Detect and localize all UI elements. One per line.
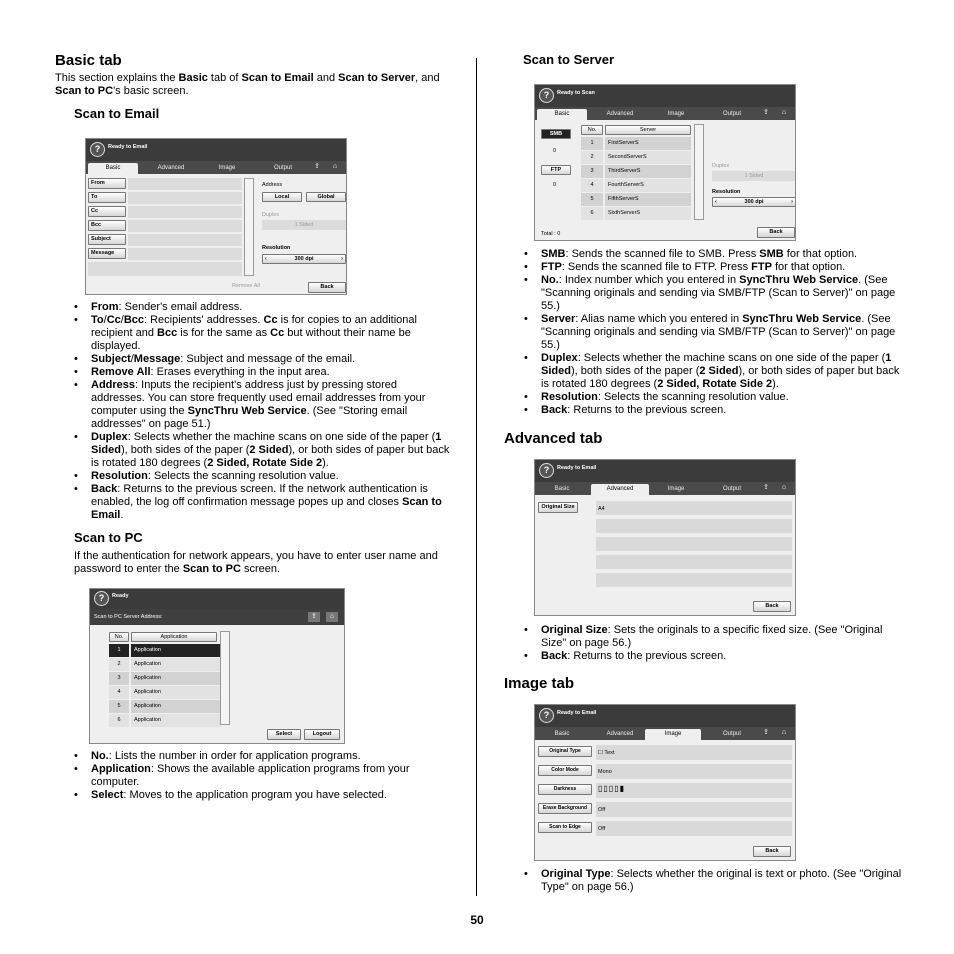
bullet-item bbox=[73, 483, 453, 522]
scan-to-pc-intro bbox=[74, 550, 454, 576]
text-run: is for the same as bbox=[177, 327, 271, 339]
original-size-value: A4 bbox=[598, 506, 605, 512]
tab-advanced[interactable]: Advanced bbox=[157, 165, 185, 171]
total-label: Total : 0 bbox=[541, 231, 561, 237]
image-setting-value: ☐ Text bbox=[598, 750, 615, 756]
image-setting-button[interactable]: Erase Background bbox=[538, 803, 592, 814]
field-message-button[interactable]: Message bbox=[88, 248, 126, 259]
duplex-label: Duplex bbox=[712, 163, 730, 169]
list-item[interactable]: SecondServerS bbox=[605, 151, 691, 164]
help-icon[interactable]: ? bbox=[90, 142, 105, 157]
tab-basic[interactable]: Basic bbox=[537, 109, 587, 120]
tab-bar bbox=[535, 107, 795, 120]
scan-to-email-screen bbox=[85, 138, 347, 295]
text-run: : Recipients' addresses. bbox=[144, 314, 264, 326]
image-screen bbox=[534, 704, 796, 861]
list-item[interactable]: FourthServerS bbox=[605, 179, 691, 192]
tab-image[interactable]: Image bbox=[667, 486, 685, 492]
help-icon[interactable]: ? bbox=[94, 591, 109, 606]
bullet-item bbox=[523, 261, 904, 274]
row-number: 4 bbox=[109, 686, 129, 699]
empty-row bbox=[596, 519, 792, 533]
field-bcc-input[interactable] bbox=[128, 220, 242, 232]
bold-term: 1 Sided bbox=[91, 431, 442, 456]
list-item[interactable]: Application bbox=[131, 686, 221, 699]
bold-term: No. bbox=[541, 274, 559, 286]
text-run: for that option. bbox=[771, 261, 846, 273]
bold-term: Cc bbox=[106, 314, 121, 326]
scrollbar[interactable] bbox=[694, 124, 704, 220]
text-run: , and bbox=[415, 72, 440, 84]
screen-body bbox=[535, 120, 795, 240]
scrollbar[interactable] bbox=[220, 631, 230, 725]
image-tab-bullets bbox=[523, 868, 904, 894]
image-setting-value: Mono bbox=[598, 769, 612, 775]
field-to-input[interactable] bbox=[128, 192, 242, 204]
advanced-tab-heading: Advanced tab bbox=[504, 430, 603, 447]
bold-term: Bcc bbox=[157, 327, 178, 339]
field-subject-input[interactable] bbox=[128, 234, 242, 246]
home-icon[interactable]: ⌂ bbox=[781, 484, 787, 491]
resolution-value: 300 dpi bbox=[744, 199, 764, 205]
bullet-item bbox=[523, 650, 904, 663]
tab-bar bbox=[535, 482, 795, 495]
screen-title: Ready to Email bbox=[557, 710, 597, 716]
duplex-label: Duplex bbox=[262, 212, 280, 218]
bullet-item bbox=[523, 313, 904, 352]
text-run: 's basic screen. bbox=[113, 85, 189, 97]
bold-term: SMB bbox=[759, 248, 784, 260]
row-number: 6 bbox=[109, 714, 129, 727]
help-icon[interactable]: ? bbox=[539, 708, 554, 723]
screen-header bbox=[535, 85, 795, 107]
text-run: ), both sides of the paper ( bbox=[570, 365, 700, 377]
tab-advanced[interactable]: Advanced bbox=[591, 484, 649, 495]
row-number: 6 bbox=[581, 207, 603, 220]
bold-term: Back bbox=[541, 650, 568, 662]
tab-output[interactable]: Output bbox=[722, 486, 741, 492]
text-run: : Returns to the previous screen. bbox=[567, 404, 727, 416]
col-no-header: No. bbox=[581, 125, 603, 135]
save-icon[interactable]: ⇪ bbox=[763, 484, 769, 491]
list-item[interactable]: Application bbox=[131, 672, 221, 685]
list-item[interactable]: FirstServerS bbox=[605, 137, 691, 150]
text-run: This section explains the bbox=[55, 72, 179, 84]
tab-basic[interactable]: Basic bbox=[88, 163, 138, 174]
list-item[interactable]: Application bbox=[131, 700, 221, 713]
chevron-left-icon[interactable]: ‹ bbox=[715, 199, 717, 205]
ftp-count: 0 bbox=[553, 182, 557, 188]
bold-term: Duplex bbox=[91, 431, 128, 443]
bold-term: Basic bbox=[178, 72, 208, 84]
bold-term: Subject bbox=[91, 353, 131, 365]
empty-row bbox=[596, 573, 792, 587]
tab-output[interactable]: Output bbox=[273, 165, 292, 171]
remove-all-button[interactable]: Remove All bbox=[232, 283, 260, 289]
text-run: / bbox=[103, 314, 107, 326]
text-run: ), or both sides of paper but back is rotated 180 degrees ( bbox=[91, 444, 450, 469]
bullet-item bbox=[73, 366, 453, 379]
tab-advanced[interactable]: Advanced bbox=[606, 111, 634, 117]
bold-term: 2 Sided, Rotate Side 2 bbox=[657, 378, 773, 390]
bullet-item bbox=[73, 470, 453, 483]
tab-basic[interactable]: Basic bbox=[554, 486, 570, 492]
field-cc-button[interactable]: Cc bbox=[88, 206, 126, 217]
text-run: : Sends the scanned file to FTP. Press bbox=[561, 261, 752, 273]
text-run: : Selects whether the machine scans on one side of the paper ( bbox=[577, 352, 886, 364]
field-message-input[interactable] bbox=[128, 248, 242, 260]
bullet-item bbox=[523, 274, 904, 313]
screen-header bbox=[86, 139, 346, 161]
text-run: : Subject and message of the email. bbox=[180, 353, 356, 365]
text-run: : Returns to the previous screen. bbox=[567, 650, 727, 662]
text-run: : Inputs the recipient's address just by pressing stored addresses. You can store frequently used email addresses from your computer using the bbox=[91, 379, 426, 417]
text-run: : Lists the number in order for application programs. bbox=[108, 750, 361, 762]
basic-tab-heading: Basic tab bbox=[55, 52, 122, 69]
empty-row bbox=[596, 555, 792, 569]
bold-term: Resolution bbox=[91, 470, 148, 482]
bullet-item bbox=[523, 868, 904, 894]
bold-term: From bbox=[91, 301, 119, 313]
scrollbar[interactable] bbox=[244, 178, 254, 276]
bold-term: SyncThru Web Service bbox=[739, 274, 859, 286]
image-setting-value: Off bbox=[598, 807, 606, 813]
text-run: for that option. bbox=[783, 248, 858, 260]
text-run: : Moves to the application program you have selected. bbox=[123, 789, 387, 801]
chevron-right-icon[interactable]: › bbox=[341, 256, 343, 262]
page-number: 50 bbox=[470, 913, 484, 927]
image-tab-heading: Image tab bbox=[504, 675, 575, 692]
image-setting-button[interactable]: Color Mode bbox=[538, 765, 592, 776]
bold-term: Select bbox=[91, 789, 124, 801]
row-number: 2 bbox=[109, 658, 129, 671]
screen-body bbox=[535, 495, 795, 615]
tab-output[interactable]: Output bbox=[722, 731, 741, 737]
bold-term: SyncThru Web Service bbox=[187, 405, 307, 417]
home-icon[interactable]: ⌂ bbox=[781, 109, 787, 116]
scan-to-server-bullets bbox=[523, 248, 904, 417]
empty-row bbox=[596, 537, 792, 551]
duplex-value: 1 Sided bbox=[262, 220, 346, 230]
col-server-header: Server bbox=[605, 125, 691, 135]
bold-term: SMB bbox=[541, 248, 566, 260]
field-subject-button[interactable]: Subject bbox=[88, 234, 126, 245]
save-icon[interactable]: ⇪ bbox=[314, 163, 320, 170]
screen-body bbox=[535, 740, 795, 860]
text-run: : Sender's email address. bbox=[118, 301, 243, 313]
bold-term: Message bbox=[133, 353, 181, 365]
help-icon[interactable]: ? bbox=[539, 88, 554, 103]
bullet-item bbox=[73, 301, 453, 314]
text-run: If the authentication for network appears, you have to enter user name and password to enter the bbox=[74, 550, 438, 575]
logout-button[interactable]: Logout bbox=[304, 729, 340, 740]
text-run: : Alias name which you entered in bbox=[575, 313, 743, 325]
bullet-item bbox=[73, 353, 453, 366]
bullet-item bbox=[73, 314, 453, 353]
resolution-selector[interactable] bbox=[262, 254, 346, 264]
resolution-label: Resolution bbox=[712, 189, 741, 195]
field-cc-input[interactable] bbox=[128, 206, 242, 218]
scan-to-pc-screen bbox=[89, 588, 345, 744]
text-run: is for copies to an additional recipient and bbox=[91, 314, 417, 339]
tab-image[interactable]: Image bbox=[645, 729, 701, 740]
select-button[interactable]: Select bbox=[267, 729, 301, 740]
smb-button[interactable]: SMB bbox=[541, 129, 571, 139]
text-run: : Selects whether the original is text or photo. (See "Original Type" on page 56.) bbox=[541, 868, 902, 893]
bullet-item bbox=[523, 624, 904, 650]
bold-term: SyncThru Web Service bbox=[742, 313, 862, 325]
bold-term: Duplex bbox=[541, 352, 578, 364]
text-run: ), both sides of the paper ( bbox=[120, 444, 250, 456]
screen-title: Ready to Email bbox=[108, 144, 148, 150]
scan-to-server-screen bbox=[534, 84, 796, 241]
bullet-item bbox=[73, 379, 453, 431]
row-number: 3 bbox=[109, 672, 129, 685]
resolution-value: 300 dpi bbox=[294, 256, 314, 262]
back-button[interactable]: Back bbox=[757, 227, 795, 238]
row-number: 4 bbox=[581, 179, 603, 192]
text-run: : Sends the scanned file to SMB. Press bbox=[565, 248, 760, 260]
text-run: / bbox=[120, 314, 124, 326]
darkness-level-icon: ▯▯▯▯▮ bbox=[598, 784, 626, 793]
text-run: . (See "Scanning originals and sending via SMB/FTP (Scan to Server)" on page 55.) bbox=[541, 313, 896, 351]
save-icon[interactable]: ⇪ bbox=[763, 109, 769, 116]
bold-term: FTP bbox=[541, 261, 562, 273]
address-label: Address bbox=[262, 182, 283, 188]
col-application-header: Application bbox=[131, 632, 217, 642]
image-setting-row bbox=[596, 802, 792, 817]
bold-term: Back bbox=[541, 404, 568, 416]
bold-term: Cc bbox=[263, 314, 278, 326]
scan-to-pc-bullets bbox=[73, 750, 453, 802]
scan-to-pc-heading: Scan to PC bbox=[74, 530, 143, 545]
row-number: 3 bbox=[581, 165, 603, 178]
bold-term: Bcc bbox=[123, 314, 144, 326]
col-no-header: No. bbox=[109, 632, 129, 642]
bold-term: 2 Sided, Rotate Side 2 bbox=[207, 457, 323, 469]
text-run: and bbox=[313, 72, 339, 84]
tab-advanced[interactable]: Advanced bbox=[606, 731, 634, 737]
duplex-value: 1 Sided bbox=[712, 171, 796, 181]
save-icon[interactable]: ⇪ bbox=[308, 612, 320, 622]
save-icon[interactable]: ⇪ bbox=[763, 729, 769, 736]
row-number: 5 bbox=[581, 193, 603, 206]
chevron-right-icon[interactable]: › bbox=[791, 199, 793, 205]
image-setting-button[interactable]: Scan to Edge bbox=[538, 822, 592, 833]
bold-term: Cc bbox=[270, 327, 285, 339]
bold-term: 1 Sided bbox=[541, 352, 892, 377]
basic-tab-intro bbox=[55, 72, 453, 98]
list-item[interactable]: Application bbox=[131, 644, 221, 657]
smb-count: 0 bbox=[553, 148, 557, 154]
bold-term: Back bbox=[91, 483, 118, 495]
bold-term: Original Size bbox=[541, 624, 608, 636]
image-setting-button[interactable]: Darkness bbox=[538, 784, 592, 795]
bold-term: Application bbox=[91, 763, 151, 775]
text-run: ). bbox=[772, 378, 779, 390]
text-run: . (See "Storing email addresses" on page 51.) bbox=[91, 405, 408, 430]
bold-term: 2 Sided bbox=[249, 444, 289, 456]
home-icon[interactable]: ⌂ bbox=[332, 163, 338, 170]
field-bcc-button[interactable]: Bcc bbox=[88, 220, 126, 231]
back-button[interactable]: Back bbox=[753, 601, 791, 612]
text-run: / bbox=[130, 353, 134, 365]
scan-to-email-bullets bbox=[73, 301, 453, 522]
tab-bar bbox=[86, 161, 346, 174]
text-run: : Sets the originals to a specific fixed size. (See "Original Size" on page 56.) bbox=[541, 624, 883, 649]
bold-term: Resolution bbox=[541, 391, 598, 403]
text-run: . bbox=[120, 509, 124, 521]
bullet-item bbox=[523, 248, 904, 261]
text-run: screen. bbox=[240, 563, 281, 575]
bold-term: Scan to Email bbox=[241, 72, 314, 84]
global-button[interactable]: Global bbox=[306, 192, 346, 202]
list-item[interactable]: Application bbox=[131, 714, 221, 727]
server-address-label: Scan to PC Server Address: bbox=[94, 614, 163, 620]
row-number: 1 bbox=[581, 137, 603, 150]
bold-term: Original Type bbox=[541, 868, 611, 880]
original-size-row bbox=[596, 501, 792, 515]
text-run: ), or both sides of paper but back is rotated 180 degrees ( bbox=[541, 365, 900, 390]
screen-header bbox=[535, 705, 795, 727]
text-run: : Erases everything in the input area. bbox=[150, 366, 330, 378]
home-icon[interactable]: ⌂ bbox=[781, 729, 787, 736]
bullet-item bbox=[73, 431, 453, 470]
message-area[interactable] bbox=[88, 262, 242, 276]
bold-term: To bbox=[91, 314, 104, 326]
list-item[interactable]: ThirdServerS bbox=[605, 165, 691, 178]
text-run: : Shows the available application programs from your computer. bbox=[91, 763, 410, 788]
text-run: : Selects whether the machine scans on one side of the paper ( bbox=[127, 431, 436, 443]
image-setting-row bbox=[596, 764, 792, 779]
screen-header bbox=[90, 589, 344, 609]
chevron-left-icon[interactable]: ‹ bbox=[265, 256, 267, 262]
scan-to-email-heading: Scan to Email bbox=[74, 106, 160, 121]
local-button[interactable]: Local bbox=[262, 192, 302, 202]
tab-image[interactable]: Image bbox=[218, 165, 236, 171]
back-button[interactable]: Back bbox=[753, 846, 791, 857]
text-run: ). bbox=[322, 457, 329, 469]
resolution-label: Resolution bbox=[262, 245, 291, 251]
row-number: 5 bbox=[109, 700, 129, 713]
text-run: . (See "Scanning originals and sending via SMB/FTP (Scan to Server)" on page 55.) bbox=[541, 274, 896, 312]
bullet-item bbox=[523, 352, 904, 391]
list-item[interactable]: FifthServerS bbox=[605, 193, 691, 206]
screen-body bbox=[86, 174, 346, 294]
advanced-tab-bullets bbox=[523, 624, 904, 663]
screen-body bbox=[90, 625, 344, 743]
screen-title: Ready to Scan bbox=[557, 90, 595, 96]
screen-header bbox=[535, 460, 795, 482]
image-setting-button[interactable]: Original Type bbox=[538, 746, 592, 757]
tab-bar bbox=[535, 727, 795, 740]
address-bar bbox=[90, 609, 344, 625]
screen-title: Ready to Email bbox=[557, 465, 597, 471]
bold-term: Address bbox=[91, 379, 136, 391]
row-number: 2 bbox=[581, 151, 603, 164]
image-setting-row bbox=[596, 745, 792, 760]
image-setting-value: Off bbox=[598, 826, 606, 832]
bullet-item bbox=[523, 404, 904, 417]
row-number: 1 bbox=[109, 644, 129, 657]
tab-output[interactable]: Output bbox=[722, 111, 741, 117]
home-icon[interactable]: ⌂ bbox=[326, 612, 338, 622]
bold-term: Scan to PC bbox=[182, 563, 241, 575]
original-size-button[interactable]: Original Size bbox=[538, 502, 578, 513]
bold-term: No. bbox=[91, 750, 109, 762]
ftp-button[interactable]: FTP bbox=[541, 165, 571, 175]
advanced-screen bbox=[534, 459, 796, 616]
screen-title: Ready bbox=[112, 593, 129, 599]
bold-term: Server bbox=[541, 313, 576, 325]
bold-term: Remove All bbox=[91, 366, 151, 378]
help-icon[interactable]: ? bbox=[539, 463, 554, 478]
bullet-item bbox=[73, 750, 453, 763]
bold-term: Scan to PC bbox=[55, 85, 114, 97]
field-to-button[interactable]: To bbox=[88, 192, 126, 203]
text-run: : Selects the scanning resolution value. bbox=[597, 391, 789, 403]
field-from-input[interactable] bbox=[128, 178, 242, 190]
text-run: : Returns to the previous screen. If the network authentication is enabled, the log off confirmation message popes up and closes bbox=[91, 483, 428, 508]
text-run: but without their name be displayed. bbox=[91, 327, 411, 352]
resolution-selector[interactable] bbox=[712, 197, 796, 207]
list-item[interactable]: SixthServerS bbox=[605, 207, 691, 220]
back-button[interactable]: Back bbox=[308, 282, 346, 293]
tab-image[interactable]: Image bbox=[667, 111, 685, 117]
bold-term: Scan to Server bbox=[338, 72, 416, 84]
bold-term: 2 Sided bbox=[699, 365, 739, 377]
text-run: tab of bbox=[207, 72, 242, 84]
bullet-item bbox=[523, 391, 904, 404]
bullet-item bbox=[73, 763, 453, 789]
field-from-button[interactable]: From bbox=[88, 178, 126, 189]
column-divider bbox=[476, 58, 477, 896]
list-item[interactable]: Application bbox=[131, 658, 221, 671]
tab-basic[interactable]: Basic bbox=[554, 731, 570, 737]
bold-term: Scan to Email bbox=[91, 496, 442, 521]
image-setting-row bbox=[596, 783, 792, 798]
bullet-item bbox=[73, 789, 453, 802]
text-run: : Index number which you entered in bbox=[558, 274, 740, 286]
text-run: : Selects the scanning resolution value. bbox=[147, 470, 339, 482]
image-setting-row bbox=[596, 821, 792, 836]
bold-term: FTP bbox=[751, 261, 772, 273]
scan-to-server-heading: Scan to Server bbox=[523, 52, 615, 67]
